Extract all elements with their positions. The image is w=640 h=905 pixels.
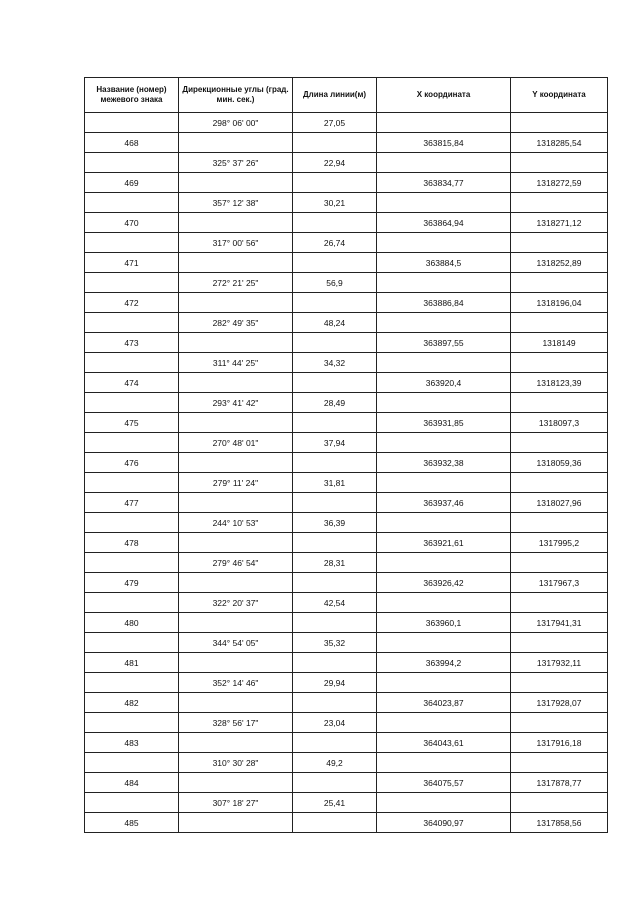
empty-cell	[377, 513, 511, 533]
x-coordinate: 363921,61	[377, 533, 511, 553]
point-row	[85, 373, 608, 393]
empty-cell	[85, 313, 179, 333]
segment-row	[85, 473, 608, 493]
empty-cell	[179, 173, 293, 193]
empty-cell	[85, 113, 179, 133]
empty-cell	[293, 493, 377, 513]
empty-cell	[85, 433, 179, 453]
line-length: 27,05	[293, 113, 377, 133]
table-body	[85, 113, 608, 833]
empty-cell	[511, 313, 608, 333]
x-coordinate: 364043,61	[377, 733, 511, 753]
empty-cell	[293, 813, 377, 833]
empty-cell	[377, 473, 511, 493]
line-length: 31,81	[293, 473, 377, 493]
y-coordinate: 1318285,54	[511, 133, 608, 153]
line-length: 28,31	[293, 553, 377, 573]
empty-cell	[85, 593, 179, 613]
empty-cell	[85, 193, 179, 213]
y-coordinate: 1317916,18	[511, 733, 608, 753]
empty-cell	[377, 273, 511, 293]
x-coordinate: 363920,4	[377, 373, 511, 393]
y-coordinate: 1318271,12	[511, 213, 608, 233]
y-coordinate: 1318149	[511, 333, 608, 353]
empty-cell	[179, 213, 293, 233]
empty-cell	[293, 573, 377, 593]
direction-angle: 322° 20' 37"	[179, 593, 293, 613]
empty-cell	[85, 513, 179, 533]
segment-row	[85, 593, 608, 613]
empty-cell	[179, 733, 293, 753]
header-x-coordinate: X координата	[377, 78, 511, 113]
empty-cell	[377, 113, 511, 133]
boundary-coordinates-table	[84, 77, 608, 833]
point-row	[85, 293, 608, 313]
empty-cell	[293, 373, 377, 393]
point-name: 473	[85, 333, 179, 353]
empty-cell	[293, 133, 377, 153]
empty-cell	[179, 413, 293, 433]
empty-cell	[179, 373, 293, 393]
empty-cell	[293, 173, 377, 193]
empty-cell	[293, 413, 377, 433]
empty-cell	[293, 693, 377, 713]
empty-cell	[377, 193, 511, 213]
y-coordinate: 1318123,39	[511, 373, 608, 393]
empty-cell	[293, 533, 377, 553]
empty-cell	[85, 753, 179, 773]
point-row	[85, 213, 608, 233]
empty-cell	[85, 713, 179, 733]
segment-row	[85, 273, 608, 293]
empty-cell	[511, 153, 608, 173]
empty-cell	[511, 113, 608, 133]
point-name: 468	[85, 133, 179, 153]
x-coordinate: 363886,84	[377, 293, 511, 313]
direction-angle: 310° 30' 28"	[179, 753, 293, 773]
header-y-coordinate: Y координата	[511, 78, 608, 113]
x-coordinate: 363834,77	[377, 173, 511, 193]
header-direction-angle: Дирекционные углы (град. мин. сек.)	[179, 78, 293, 113]
empty-cell	[179, 773, 293, 793]
y-coordinate: 1318252,89	[511, 253, 608, 273]
y-coordinate: 1318027,96	[511, 493, 608, 513]
point-name: 478	[85, 533, 179, 553]
point-row	[85, 453, 608, 473]
segment-row	[85, 313, 608, 333]
table-header-row	[85, 78, 608, 113]
x-coordinate: 364090,97	[377, 813, 511, 833]
line-length: 30,21	[293, 193, 377, 213]
empty-cell	[511, 233, 608, 253]
empty-cell	[511, 353, 608, 373]
point-name: 479	[85, 573, 179, 593]
empty-cell	[377, 233, 511, 253]
line-length: 25,41	[293, 793, 377, 813]
segment-row	[85, 193, 608, 213]
empty-cell	[293, 293, 377, 313]
empty-cell	[179, 613, 293, 633]
empty-cell	[511, 713, 608, 733]
line-length: 56,9	[293, 273, 377, 293]
point-name: 481	[85, 653, 179, 673]
line-length: 49,2	[293, 753, 377, 773]
empty-cell	[85, 793, 179, 813]
point-name: 484	[85, 773, 179, 793]
empty-cell	[179, 653, 293, 673]
line-length: 37,94	[293, 433, 377, 453]
line-length: 34,32	[293, 353, 377, 373]
point-row	[85, 533, 608, 553]
empty-cell	[179, 533, 293, 553]
empty-cell	[511, 593, 608, 613]
y-coordinate: 1317878,77	[511, 773, 608, 793]
empty-cell	[377, 593, 511, 613]
y-coordinate: 1317858,56	[511, 813, 608, 833]
direction-angle: 272° 21' 25"	[179, 273, 293, 293]
point-name: 470	[85, 213, 179, 233]
empty-cell	[377, 393, 511, 413]
empty-cell	[293, 213, 377, 233]
x-coordinate: 363864,94	[377, 213, 511, 233]
empty-cell	[377, 673, 511, 693]
point-row	[85, 133, 608, 153]
empty-cell	[85, 633, 179, 653]
empty-cell	[377, 313, 511, 333]
y-coordinate: 1318272,59	[511, 173, 608, 193]
point-name: 474	[85, 373, 179, 393]
empty-cell	[179, 253, 293, 273]
segment-row	[85, 433, 608, 453]
direction-angle: 282° 49' 35"	[179, 313, 293, 333]
point-row	[85, 253, 608, 273]
point-row	[85, 413, 608, 433]
empty-cell	[293, 773, 377, 793]
empty-cell	[293, 253, 377, 273]
line-length: 42,54	[293, 593, 377, 613]
line-length: 36,39	[293, 513, 377, 533]
segment-row	[85, 673, 608, 693]
empty-cell	[179, 333, 293, 353]
y-coordinate: 1317941,31	[511, 613, 608, 633]
empty-cell	[85, 353, 179, 373]
header-line-length: Длина линии(м)	[293, 78, 377, 113]
empty-cell	[377, 153, 511, 173]
direction-angle: 311° 44' 25"	[179, 353, 293, 373]
point-row	[85, 493, 608, 513]
direction-angle: 325° 37' 26"	[179, 153, 293, 173]
direction-angle: 307° 18' 27"	[179, 793, 293, 813]
empty-cell	[511, 553, 608, 573]
line-length: 48,24	[293, 313, 377, 333]
point-row	[85, 693, 608, 713]
empty-cell	[179, 133, 293, 153]
empty-cell	[377, 433, 511, 453]
x-coordinate: 363994,2	[377, 653, 511, 673]
x-coordinate: 363897,55	[377, 333, 511, 353]
empty-cell	[511, 673, 608, 693]
empty-cell	[85, 473, 179, 493]
point-name: 480	[85, 613, 179, 633]
point-name: 477	[85, 493, 179, 513]
empty-cell	[85, 233, 179, 253]
y-coordinate: 1318059,36	[511, 453, 608, 473]
segment-row	[85, 113, 608, 133]
point-row	[85, 813, 608, 833]
empty-cell	[377, 553, 511, 573]
line-length: 29,94	[293, 673, 377, 693]
y-coordinate: 1317928,07	[511, 693, 608, 713]
line-length: 28,49	[293, 393, 377, 413]
empty-cell	[179, 493, 293, 513]
empty-cell	[511, 393, 608, 413]
point-name: 472	[85, 293, 179, 313]
point-name: 476	[85, 453, 179, 473]
empty-cell	[179, 573, 293, 593]
empty-cell	[85, 553, 179, 573]
point-row	[85, 173, 608, 193]
empty-cell	[179, 453, 293, 473]
point-name: 475	[85, 413, 179, 433]
x-coordinate: 363884,5	[377, 253, 511, 273]
direction-angle: 344° 54' 05"	[179, 633, 293, 653]
y-coordinate: 1317932,11	[511, 653, 608, 673]
empty-cell	[293, 733, 377, 753]
point-name: 471	[85, 253, 179, 273]
y-coordinate: 1318097,3	[511, 413, 608, 433]
empty-cell	[179, 813, 293, 833]
empty-cell	[511, 273, 608, 293]
point-row	[85, 653, 608, 673]
segment-row	[85, 633, 608, 653]
empty-cell	[511, 753, 608, 773]
segment-row	[85, 713, 608, 733]
segment-row	[85, 793, 608, 813]
empty-cell	[85, 673, 179, 693]
empty-cell	[377, 753, 511, 773]
empty-cell	[377, 713, 511, 733]
empty-cell	[511, 193, 608, 213]
point-name: 469	[85, 173, 179, 193]
empty-cell	[511, 793, 608, 813]
empty-cell	[85, 153, 179, 173]
empty-cell	[293, 653, 377, 673]
empty-cell	[511, 473, 608, 493]
segment-row	[85, 513, 608, 533]
empty-cell	[511, 633, 608, 653]
empty-cell	[85, 393, 179, 413]
direction-angle: 270° 48' 01"	[179, 433, 293, 453]
point-row	[85, 733, 608, 753]
empty-cell	[85, 273, 179, 293]
direction-angle: 293° 41' 42"	[179, 393, 293, 413]
direction-angle: 357° 12' 38"	[179, 193, 293, 213]
empty-cell	[179, 293, 293, 313]
line-length: 23,04	[293, 713, 377, 733]
y-coordinate: 1317967,3	[511, 573, 608, 593]
direction-angle: 317° 00' 56"	[179, 233, 293, 253]
direction-angle: 244° 10' 53"	[179, 513, 293, 533]
x-coordinate: 363932,38	[377, 453, 511, 473]
point-name: 485	[85, 813, 179, 833]
empty-cell	[293, 453, 377, 473]
y-coordinate: 1317995,2	[511, 533, 608, 553]
header-point-name: Название (номер) межевого знака	[85, 78, 179, 113]
empty-cell	[179, 693, 293, 713]
x-coordinate: 363960,1	[377, 613, 511, 633]
segment-row	[85, 393, 608, 413]
point-name: 482	[85, 693, 179, 713]
empty-cell	[377, 353, 511, 373]
point-row	[85, 613, 608, 633]
segment-row	[85, 353, 608, 373]
x-coordinate: 364075,57	[377, 773, 511, 793]
x-coordinate: 363937,46	[377, 493, 511, 513]
point-row	[85, 773, 608, 793]
x-coordinate: 364023,87	[377, 693, 511, 713]
y-coordinate: 1318196,04	[511, 293, 608, 313]
segment-row	[85, 153, 608, 173]
segment-row	[85, 753, 608, 773]
line-length: 35,32	[293, 633, 377, 653]
empty-cell	[293, 613, 377, 633]
point-row	[85, 573, 608, 593]
direction-angle: 279° 46' 54"	[179, 553, 293, 573]
direction-angle: 328° 56' 17"	[179, 713, 293, 733]
segment-row	[85, 553, 608, 573]
direction-angle: 279° 11' 24"	[179, 473, 293, 493]
direction-angle: 352° 14' 46"	[179, 673, 293, 693]
point-row	[85, 333, 608, 353]
empty-cell	[377, 793, 511, 813]
empty-cell	[377, 633, 511, 653]
empty-cell	[293, 333, 377, 353]
direction-angle: 298° 06' 00"	[179, 113, 293, 133]
x-coordinate: 363926,42	[377, 573, 511, 593]
point-name: 483	[85, 733, 179, 753]
x-coordinate: 363931,85	[377, 413, 511, 433]
empty-cell	[511, 433, 608, 453]
line-length: 22,94	[293, 153, 377, 173]
segment-row	[85, 233, 608, 253]
x-coordinate: 363815,84	[377, 133, 511, 153]
empty-cell	[511, 513, 608, 533]
line-length: 26,74	[293, 233, 377, 253]
